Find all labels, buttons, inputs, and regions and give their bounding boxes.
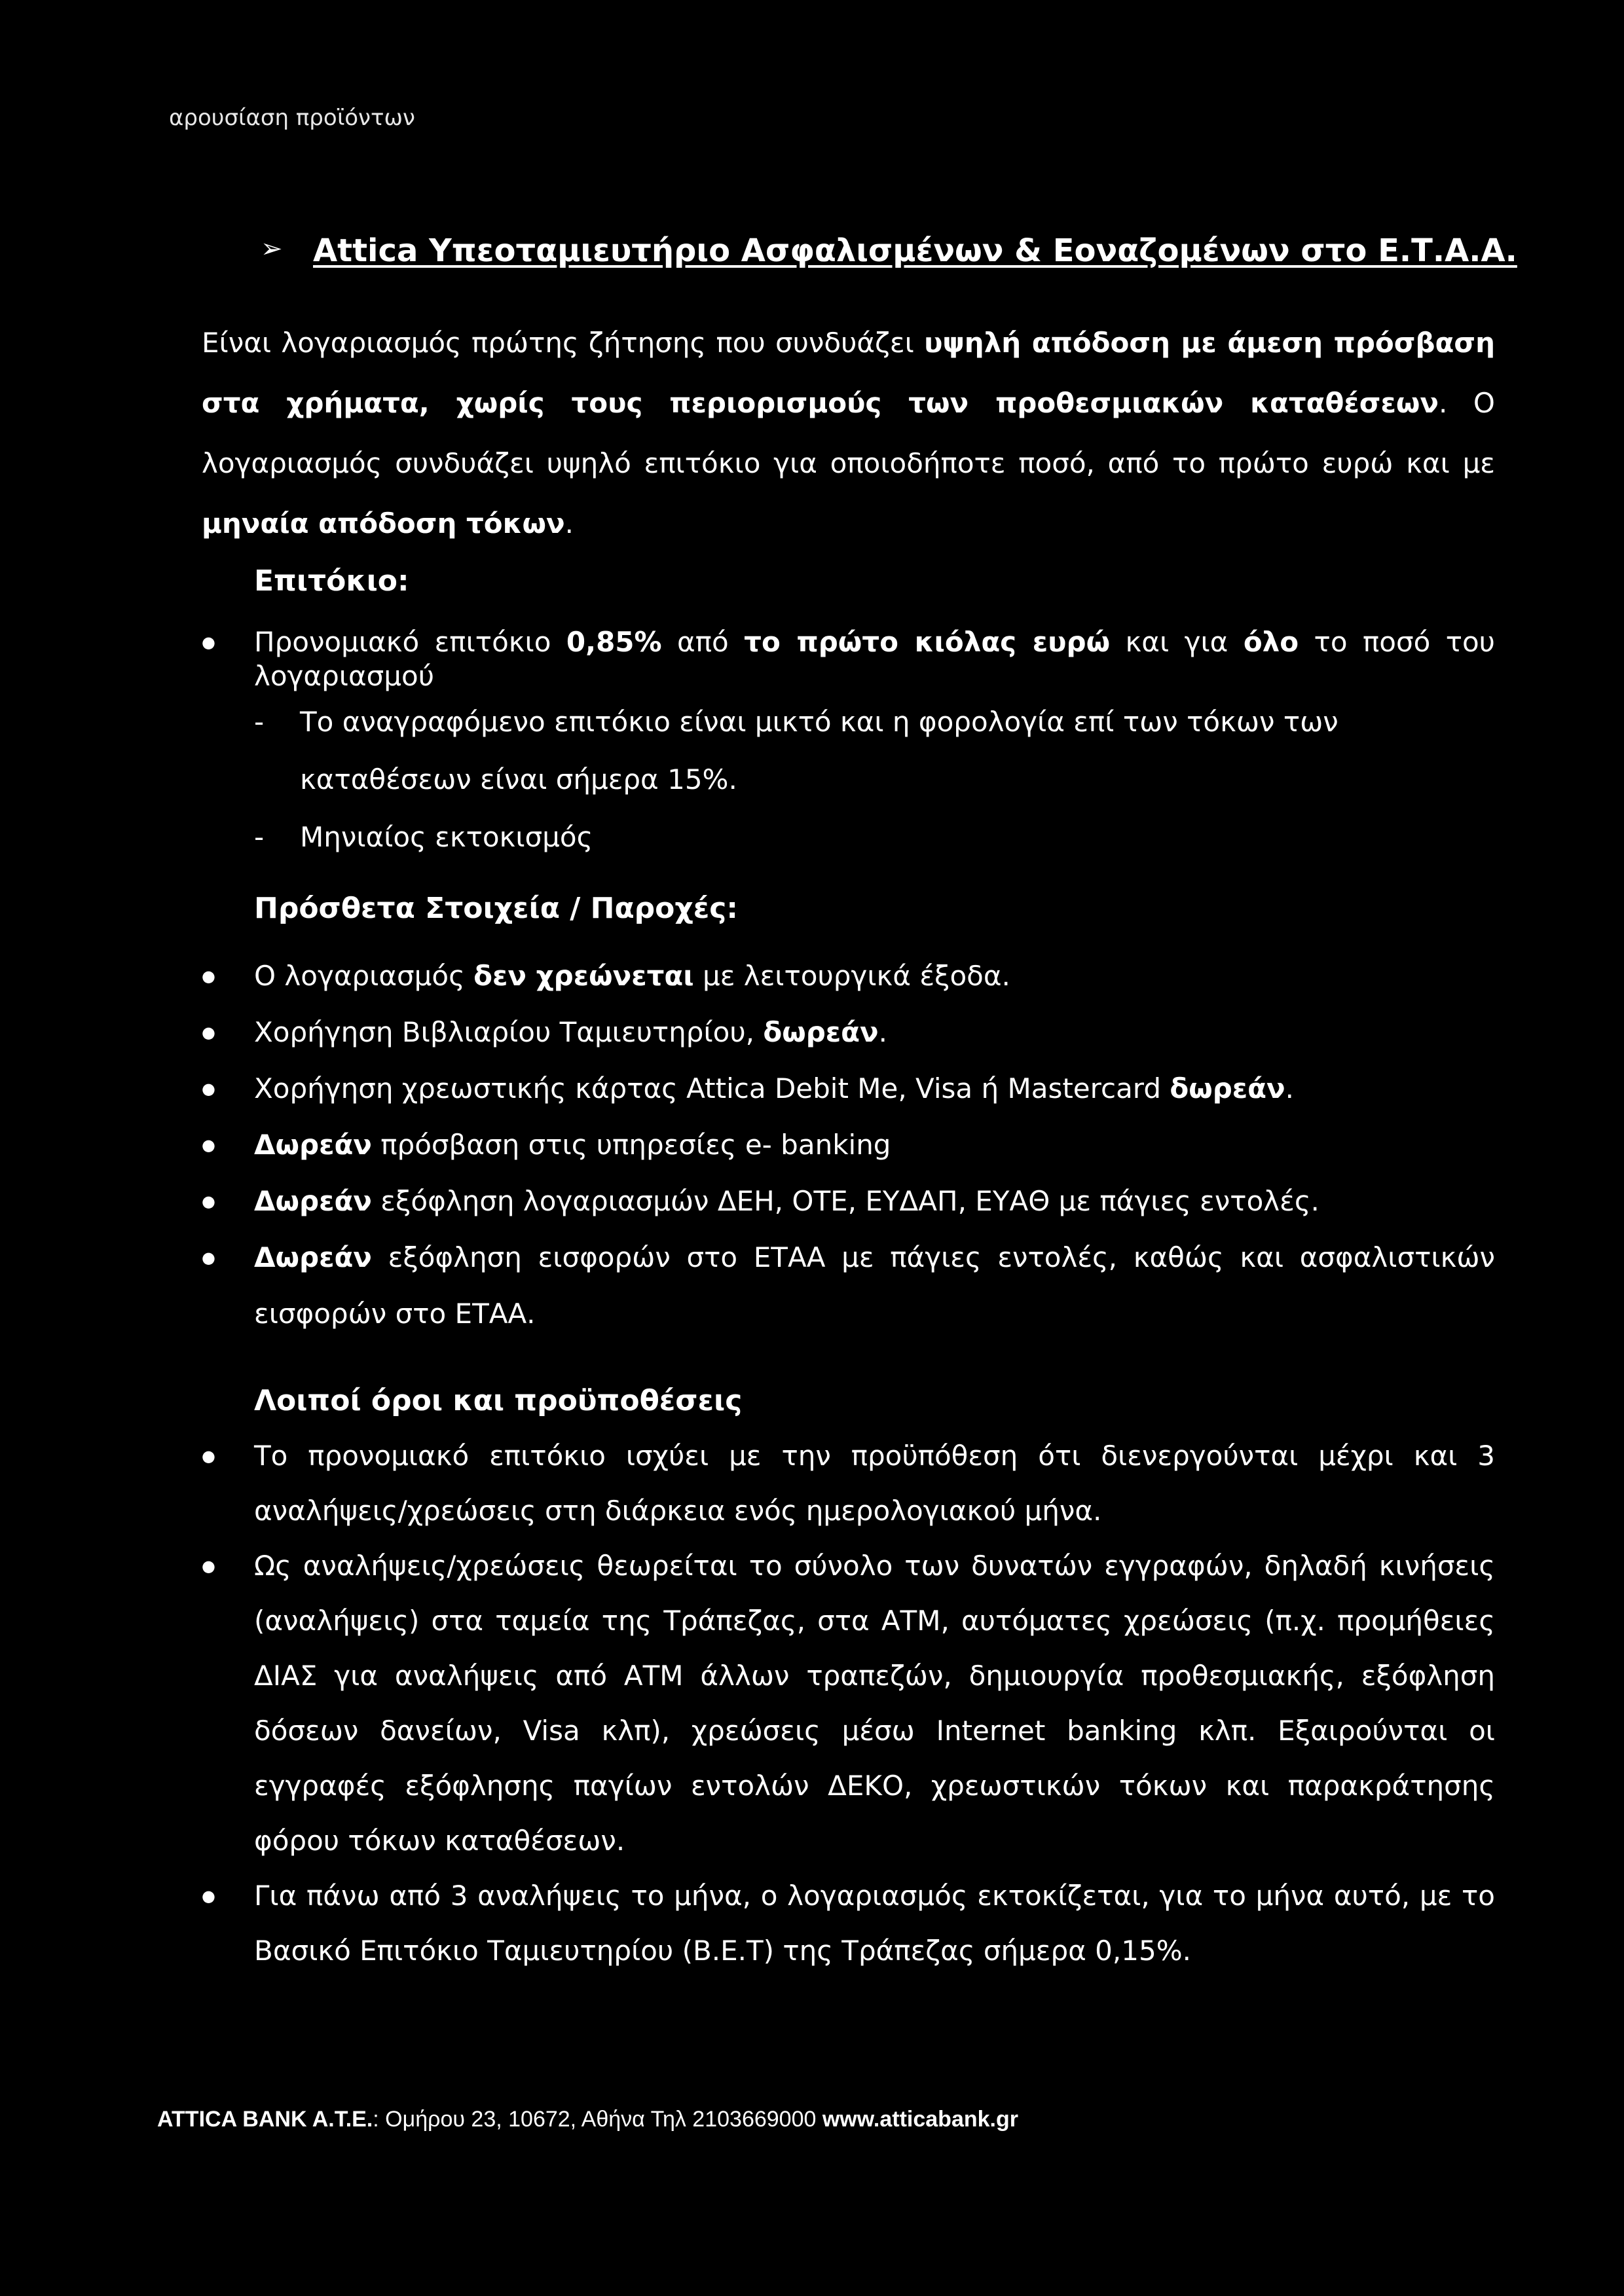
- rate-bold-all: όλο: [1243, 626, 1299, 658]
- intro-text-2: . Ο λογαριασμός συνδυάζει υψηλό επιτόκιο για οποιοδήποτε ποσό, από το πρώτο ευρώ και με: [202, 387, 1495, 479]
- terms-section: [202, 1429, 1495, 1978]
- intro-paragraph: [202, 313, 1495, 554]
- rate-text-3: και για: [1110, 626, 1244, 658]
- terms-item: ● Ως αναλήψεις/χρεώσεις θεωρείται το σύνολο των δυνατών εγγραφών, δηλαδή κινήσεις (αναλήψεις) στα ταμεία της Τράπεζας, στα ΑΤΜ, αυτόματες χρεώσεις (π.χ. προμήθειες ΔΙΑΣ για αναλήψεις από ΑΤΜ άλλων τραπεζών, δημιουργία προθεσμιακής, εξόφληση δόσεων δανείων, Visa κλπ), χρεώσεις μέσω Internet banking κλπ. Εξαιρούνται οι εγγραφές εξόφλησης παγίων εντολών ΔΕΚΟ, χρεωστικών τόκων και παρακράτησης φόρου τόκων καταθέσεων.: [202, 1539, 1495, 1868]
- extras-item: [202, 1061, 1495, 1117]
- rate-heading: Επιτόκιο:: [254, 564, 409, 598]
- extras-item-bold: δωρεάν: [763, 1016, 879, 1048]
- running-header: αρουσίαση προϊόντων: [169, 105, 415, 131]
- intro-text-1: Είναι λογαριασμός πρώτης ζήτησης που συνδυάζει: [202, 327, 925, 359]
- extras-item-text: Ο λογαριασμός: [254, 960, 474, 992]
- rate-text-2: από: [661, 626, 745, 658]
- extras-heading: Πρόσθετα Στοιχεία / Παροχές:: [254, 892, 738, 925]
- extras-item-bold: Δωρεάν: [254, 1129, 372, 1161]
- extras-item: [202, 948, 1495, 1004]
- rate-text-1: Προνομιακό επιτόκιο: [254, 626, 566, 658]
- arrow-bullet-icon: ➢: [261, 234, 283, 264]
- extras-item: [202, 1230, 1495, 1342]
- footer-address: : Ομήρου 23, 10672, Αθήνα Τηλ 2103669000: [373, 2107, 822, 2132]
- extras-item: [202, 1173, 1495, 1230]
- rate-value: 0,85%: [566, 626, 662, 658]
- rate-bold-first-euro: το πρώτο κιόλας ευρώ: [744, 626, 1111, 658]
- intro-bold-2: μηναία απόδοση τόκων: [202, 507, 565, 539]
- rate-bullet: [202, 625, 1495, 693]
- extras-item-text: πρόσβαση στις υπηρεσίες e- banking: [371, 1129, 891, 1161]
- extras-item-text: εξόφληση λογαριασμών ΔΕΗ, ΟΤΕ, ΕΥΔΑΠ, ΕΥΑΘ με πάγιες εντολές.: [371, 1185, 1320, 1217]
- extras-item-bold: δωρεάν: [1170, 1072, 1285, 1104]
- extras-item-text: Χορήγηση χρεωστικής κάρτας Attica Debit Me, Visa ή Mastercard: [254, 1072, 1170, 1104]
- rate-section: [202, 625, 1495, 866]
- rate-note-monthly: - Μηνιαίος εκτοκισμός: [254, 809, 1495, 866]
- footer: [157, 2107, 1018, 2132]
- extras-section: [202, 948, 1495, 1342]
- extras-item-text: .: [1285, 1072, 1294, 1104]
- extras-item-bold: Δωρεάν: [254, 1185, 372, 1217]
- rate-text-4: το ποσό του λογαριασμού: [254, 626, 1495, 692]
- extras-item: [202, 1004, 1495, 1061]
- footer-bank-name: ATTICA BANK A.T.E.: [157, 2107, 373, 2132]
- terms-item: ● Για πάνω από 3 αναλήψεις το μήνα, ο λογαριασμός εκτοκίζεται, για το μήνα αυτό, με το Βασικό Επιτόκιο Ταμιευτηρίου (Β.Ε.Τ) της Τράπεζας σήμερα 0,15%.: [202, 1868, 1495, 1978]
- extras-item-text: εξόφληση εισφορών στο ΕΤΑΑ με πάγιες εντολές, καθώς και ασφαλιστικών εισφορών στο ΕΤΑΑ.: [254, 1241, 1495, 1330]
- intro-bold-1: υψηλή απόδοση με άμεση πρόσβαση στα χρήματα, χωρίς τους περιορισμούς των προθεσμιακών καταθέσεων: [202, 327, 1495, 419]
- extras-item-bold: Δωρεάν: [254, 1241, 372, 1273]
- extras-item-text: .: [878, 1016, 887, 1048]
- rate-note-tax: - Το αναγραφόμενο επιτόκιο είναι μικτό και η φορολογία επί των τόκων των καταθέσεων είναι σήμερα 15%.: [254, 693, 1495, 809]
- extras-item: [202, 1117, 1495, 1173]
- terms-item: ● Το προνομιακό επιτόκιο ισχύει με την προϋπόθεση ότι διενεργούνται μέχρι και 3 αναλήψεις/χρεώσεις στη διάρκεια ενός ημερολογιακού μήνα.: [202, 1429, 1495, 1539]
- product-title: Attica Υπεοταμιευτήριο Ασφαλισμένων & Εοναζομένων στο Ε.Τ.Α.Α.: [313, 232, 1517, 269]
- terms-heading: Λοιποί όροι και προϋποθέσεις: [254, 1384, 743, 1417]
- footer-website: www.atticabank.gr: [822, 2107, 1018, 2132]
- intro-text-3: .: [564, 507, 574, 539]
- extras-item-bold: δεν χρεώνεται: [473, 960, 694, 992]
- extras-item-text: Χορήγηση Βιβλιαρίου Ταμιευτηρίου,: [254, 1016, 764, 1048]
- extras-item-text: με λειτουργικά έξοδα.: [693, 960, 1010, 992]
